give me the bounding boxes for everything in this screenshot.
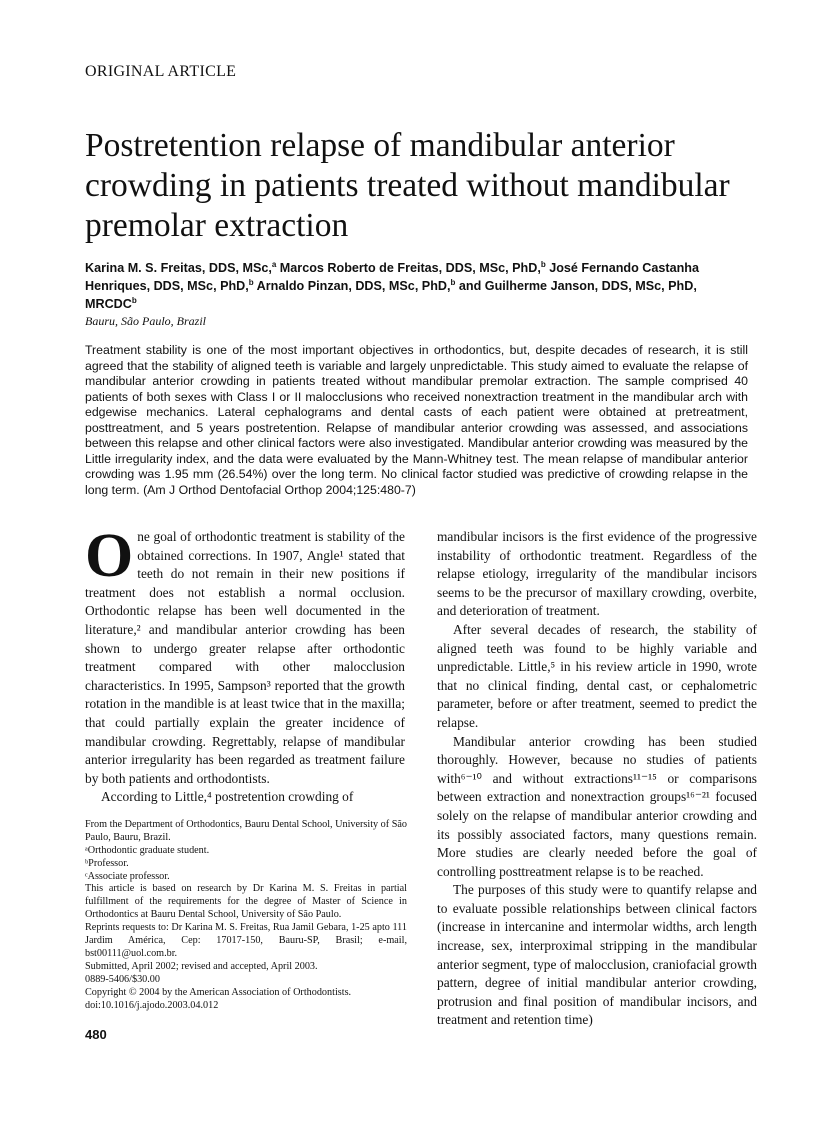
footnote: 0889-5406/$30.00 [85, 973, 160, 985]
affiliation-mark: b [131, 295, 137, 305]
footnote: ᶜAssociate professor. [85, 870, 170, 882]
affiliation-mark: a [271, 259, 277, 269]
footnotes [85, 819, 407, 1013]
footnote: This article is based on research by Dr Karina M. S. Freitas in partial fulfillment of the requirements for the degree of Master of Science in Orthodontics at Bauru Dental School, University of São Paulo. [85, 883, 407, 921]
footnote: From the Department of Orthodontics, Bauru Dental School, University of São Paulo, Bauru, Brazil. [85, 818, 407, 843]
footnote: ᵇProfessor. [85, 857, 129, 869]
author: Arnaldo Pinzan, DDS, MSc, PhD, [253, 279, 451, 293]
article-title: Postretention relapse of mandibular anterior crowding in patients treated without mandibular premolar extraction [85, 127, 730, 244]
author: José Fernando Castanha Henriques, DDS, MSc, PhD, [85, 261, 699, 293]
affiliation-mark: b [248, 277, 254, 287]
affiliation-mark: b [450, 277, 456, 287]
paragraph: mandibular incisors is the first evidence of the progressive instability of orthodontic treatment. Regardless of the relapse etiology, irregularity of the mandibular incisors seems to be the precursor of maxillary crowding, overbite, and deterioration of treatment. [437, 529, 757, 619]
author-list [85, 259, 745, 313]
footnote: Submitted, April 2002; revised and accepted, April 2003. [85, 960, 318, 972]
footnote: ᵃOrthodontic graduate student. [85, 844, 210, 856]
section-label: ORIGINAL ARTICLE [85, 63, 237, 80]
footnote: Copyright © 2004 by the American Association of Orthodontists. [85, 986, 352, 998]
footnote: doi:10.1016/j.ajodo.2003.04.012 [85, 999, 219, 1011]
author: and Guilherme Janson, DDS, MSc, PhD, MRCDC [85, 279, 697, 311]
paragraph: According to Little,⁴ postretention crowding of [101, 789, 354, 805]
body-column-left [85, 522, 407, 1043]
footnote: Reprints requests to: Dr Karina M. S. Freitas, Rua Jamil Gebara, 1-25 apto 111 Jardim América, Cep: 17017-150, Bauru-SP, Brasil; e-mail, bst00111@uol.com.br. [85, 922, 407, 959]
paragraph [85, 522, 405, 788]
paragraph-text: ne goal of orthodontic treatment is stability of the obtained corrections. In 1907, Angle¹ stated that teeth do not remain in their new positions if treatment does not establish a normal occlusion. Orthodontic relapse has been well documented in the literature,² and mandibular anterior crowding has been shown to undergo greater relapse after orthodontic treatment compared with other malocclusion characteristics. In 1995, Sampson³ reported that the growth rotation in the mandible is at least twice that in the maxilla; that could partially explain the greater incidence of mandibular crowding. Regrettably, relapse of mandibular anterior irregularity has been regarded as treatment failure by both patients and orthodontists. [85, 529, 405, 786]
affiliation-mark: b [540, 259, 546, 269]
drop-cap: O [85, 522, 134, 590]
author-location: Bauru, São Paulo, Brazil [85, 314, 207, 328]
paragraph: Mandibular anterior crowding has been studied thoroughly. However, because no studies of patients with⁶⁻¹⁰ and without extractions¹¹⁻¹⁵ or comparisons between extraction and nonextraction groups¹⁶⁻²¹ focused solely on the relapse of mandibular anterior crowding and its possibly associated factors, many questions remain. More studies are clearly needed before the goal of controlling posttreatment relapse is to be reached. [437, 733, 757, 879]
body-columns [85, 522, 757, 1043]
author: Marcos Roberto de Freitas, DDS, MSc, PhD, [276, 261, 541, 275]
paragraph: After several decades of research, the stability of aligned teeth was found to be highly variable and unpredictable. Little,⁵ in his review article in 1990, wrote that no clinical finding, dental cast, or cephalometric parameter, before or after treatment, seemed to predict the relapse. [437, 621, 757, 730]
author: Karina M. S. Freitas, DDS, MSc, [85, 261, 272, 275]
body-column-right [437, 528, 757, 1043]
abstract: Treatment stability is one of the most important objectives in orthodontics, but, despite decades of research, it is still agreed that the stability of aligned teeth is variable and largely unpredictable. This study aimed to evaluate the relapse of mandibular anterior crowding in patients treated without mandibular premolar extraction. The sample comprised 40 patients of both sexes with Class I or II malocclusions who received nonextraction treatment in the mandibular arch with edgewise mechanics. Lateral cephalograms and dental casts of each patient were obtained at pretreatment, posttreatment, and 5 years postretention. Relapse of mandibular anterior crowding was assessed, and associations between this relapse and other clinical factors were also investigated. Mandibular anterior crowding was measured by the Little irregularity index, and the data were evaluated by the Mann-Whitney test. The mean relapse of mandibular anterior crowding was 1.95 mm (26.54%) over the long term. No clinical factor studied was predictive of crowding relapse in the long term. (Am J Orthod Dentofacial Orthop 2004;125:480-7) [85, 343, 748, 497]
paragraph: The purposes of this study were to quantify relapse and to evaluate possible relationships between clinical factors (increase in intercanine and intermolar widths, arch length increase, sex, interproximal stripping in the mandibular anterior segment, type of malocclusion, craniofacial growth pattern, degree of initial mandibular anterior crowding, protrusion and final position of mandibular incisors, and treatment and retention time) [437, 882, 757, 1028]
page-number: 480 [85, 1026, 107, 1042]
